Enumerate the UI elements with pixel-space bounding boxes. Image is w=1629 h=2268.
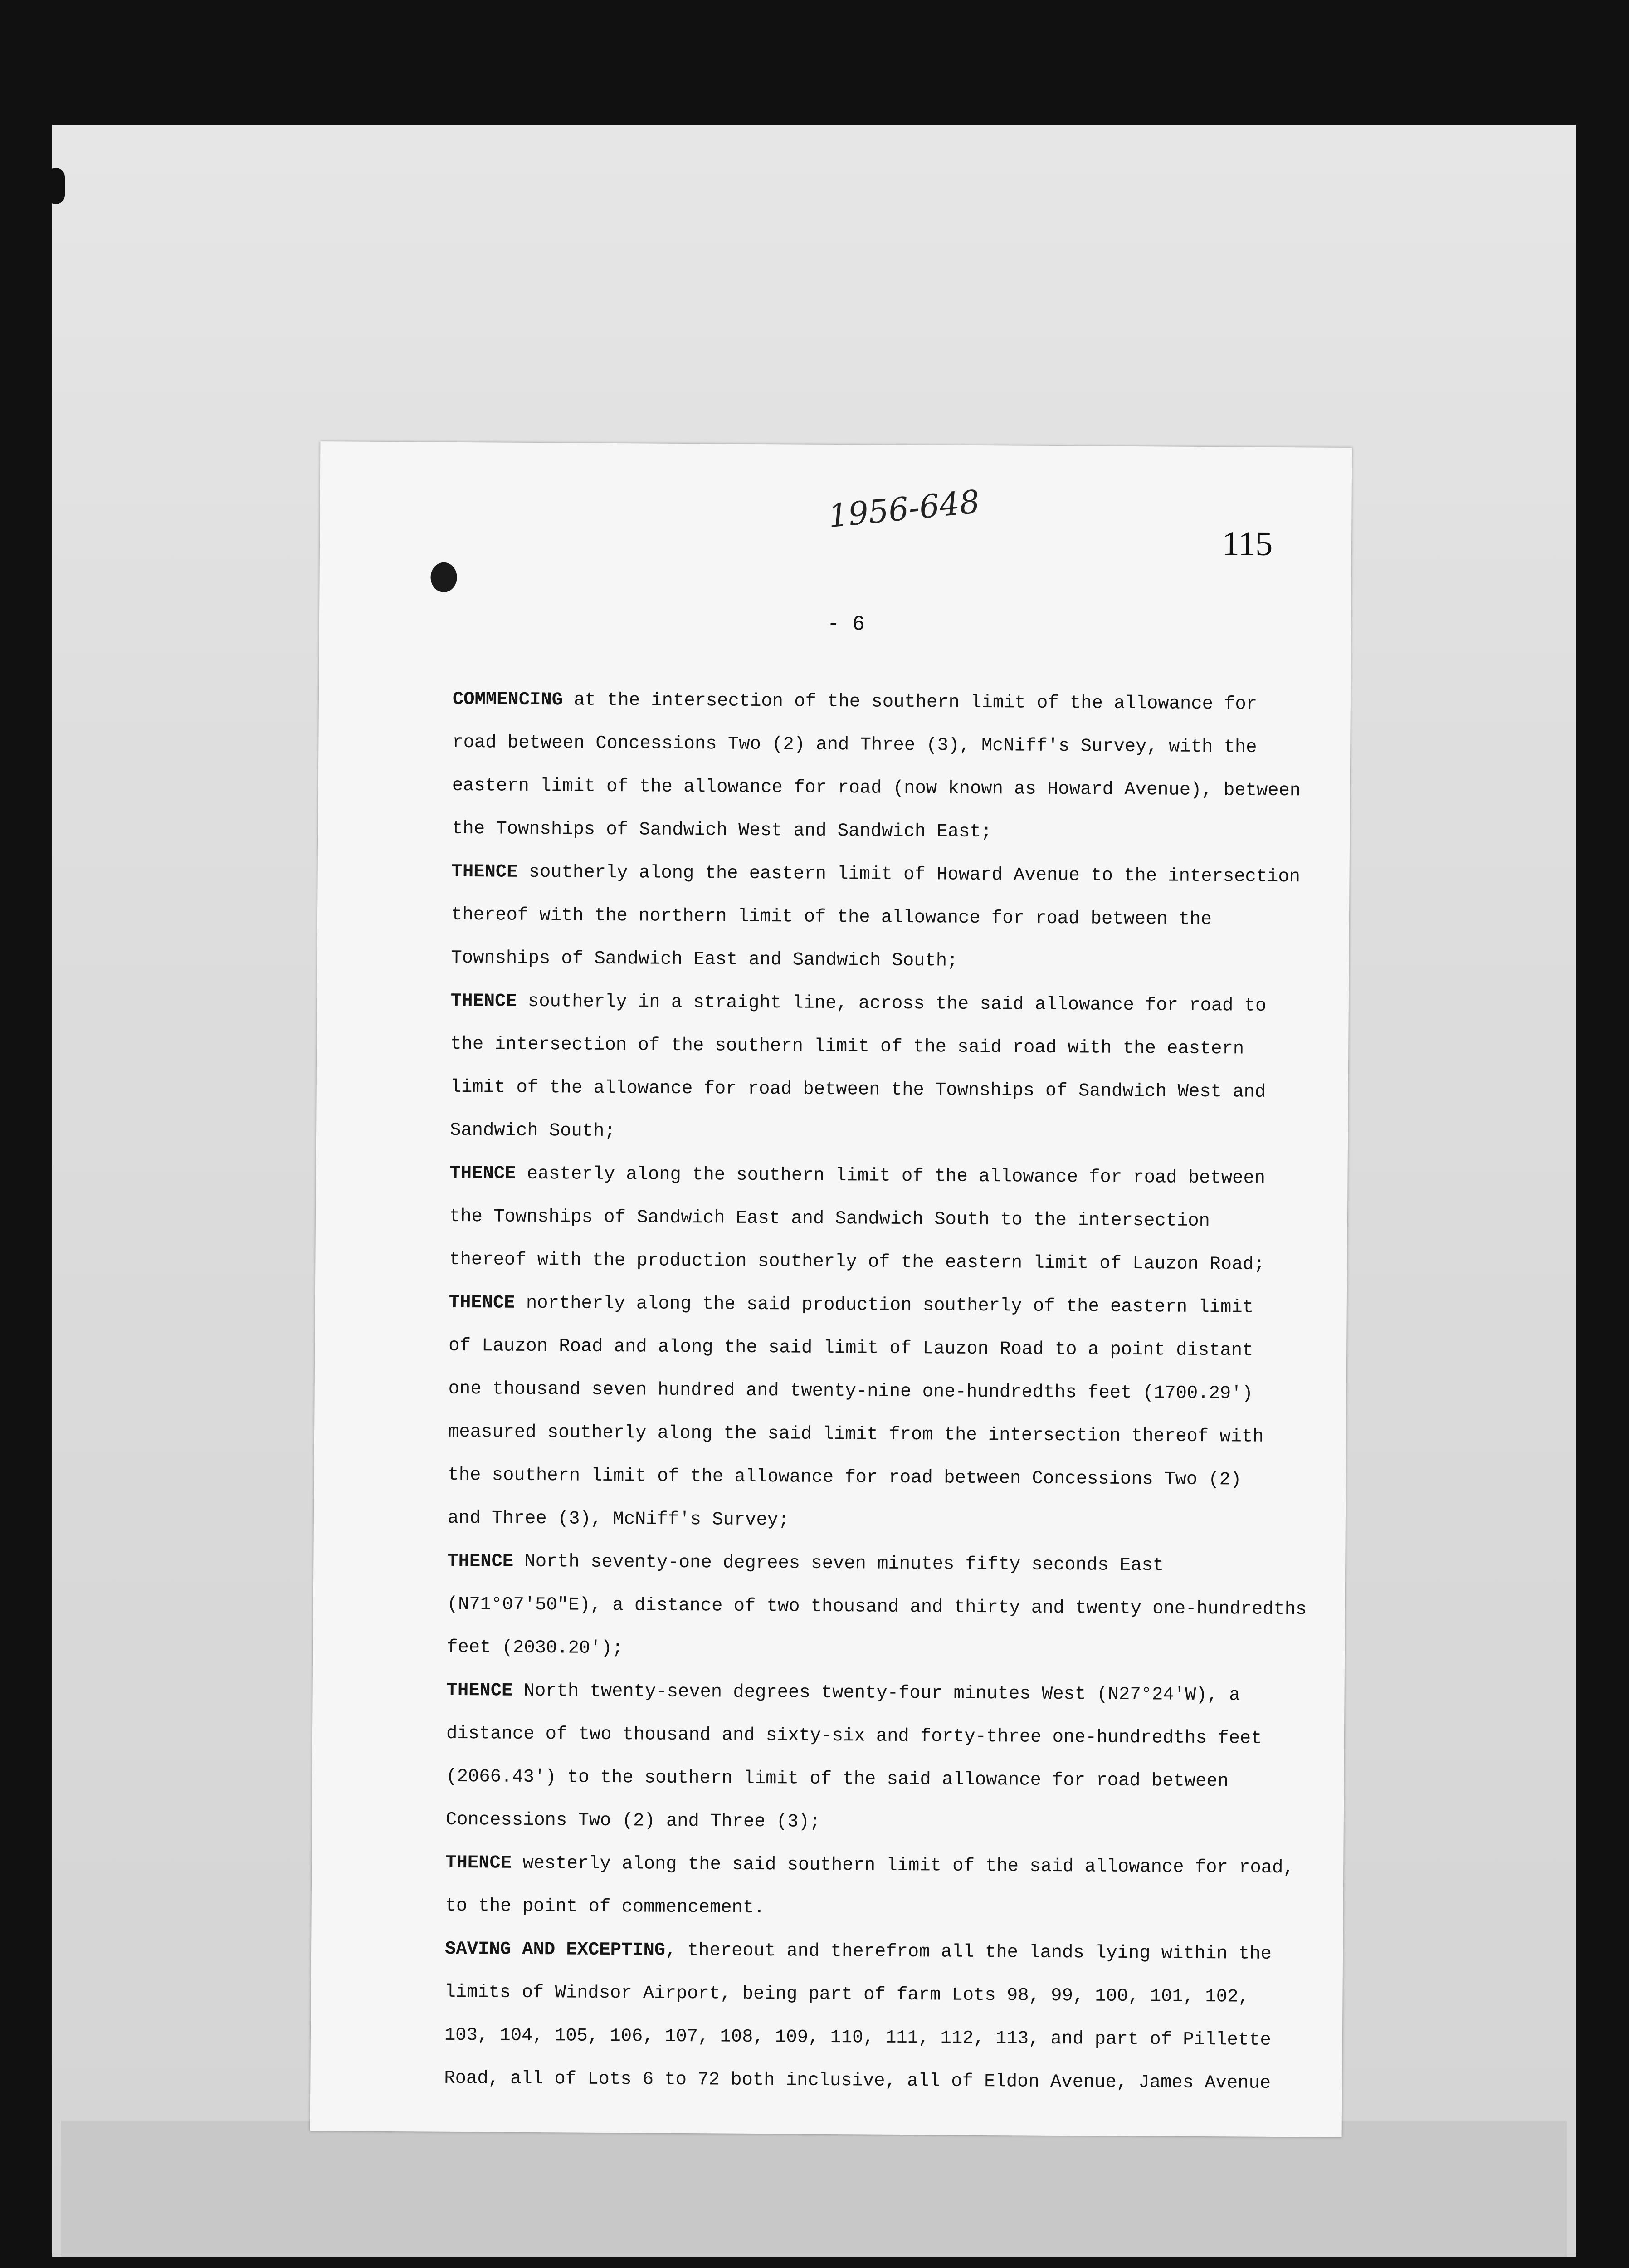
text-line — [446, 1799, 1335, 1847]
text-line — [449, 1325, 1338, 1373]
text-line — [444, 2057, 1333, 2106]
line-text: Road, all of Lots 6 to 72 both inclusive, all of Eldon Avenue, James Avenue — [444, 2068, 1271, 2094]
line-text: easterly along the southern limit of the allowance for road between — [516, 1163, 1266, 1189]
text-line — [449, 1281, 1338, 1330]
text-line — [451, 980, 1340, 1028]
clause-keyword: SAVING AND EXCEPTING — [444, 1938, 666, 1961]
line-text: thereof with the northern limit of the allowance for road between the — [451, 904, 1212, 930]
line-text: eastern limit of the allowance for road (now known as Howard Avenue), between — [452, 775, 1301, 802]
clause-keyword: THENCE — [446, 1680, 513, 1701]
line-text: limits of Windsor Airport, being part of farm Lots 98, 99, 100, 101, 102, — [444, 1981, 1249, 2008]
line-text: at the intersection of the southern limit of the allowance for — [562, 689, 1258, 715]
text-line — [448, 1497, 1337, 1545]
line-text: thereof with the production southerly of the eastern limit of Lauzon Road; — [449, 1249, 1265, 1275]
line-text: the Townships of Sandwich East and Sandwich South to the intersection — [449, 1206, 1210, 1232]
text-line — [449, 1238, 1338, 1287]
clause-keyword: COMMENCING — [452, 689, 563, 711]
text-line — [451, 937, 1340, 985]
text-line — [453, 678, 1342, 727]
text-line — [451, 850, 1341, 899]
line-text: 103, 104, 105, 106, 107, 108, 109, 110, 111, 112, 113, and part of Pillette — [444, 2024, 1271, 2051]
clause-keyword: THENCE — [450, 990, 517, 1012]
text-line — [447, 1583, 1336, 1632]
text-line — [444, 1971, 1334, 2019]
line-text: (N71°07'50"E), a distance of two thousand and thirty and twenty one-hundredths — [447, 1593, 1307, 1620]
text-line — [446, 1712, 1336, 1761]
line-text: measured southerly along the said limit from the intersection thereof with — [448, 1421, 1264, 1447]
text-line — [446, 1669, 1336, 1718]
text-line — [448, 1454, 1337, 1502]
line-text: the Townships of Sandwich West and Sandwich East; — [452, 818, 992, 843]
text-line — [452, 764, 1341, 813]
text-line — [449, 1152, 1339, 1201]
text-line — [452, 807, 1341, 856]
bottom-strip — [61, 2121, 1567, 2257]
text-line — [445, 1885, 1334, 1933]
body-text — [444, 678, 1341, 2106]
line-text: westerly along the said southern limit of the said allowance for road, — [511, 1853, 1294, 1879]
line-text: one thousand seven hundred and twenty-nine one-hundredths feet (1700.29') — [448, 1378, 1253, 1404]
line-text: feet (2030.20'); — [447, 1637, 624, 1659]
text-line — [445, 1928, 1334, 1976]
clause-keyword: THENCE — [449, 1292, 515, 1314]
page-number: - 6 — [827, 612, 865, 636]
text-line — [450, 1109, 1339, 1158]
handwritten-reference: 1956-648 — [826, 483, 982, 535]
clause-keyword: THENCE — [451, 861, 518, 883]
text-line — [450, 1023, 1340, 1071]
text-line — [444, 2014, 1334, 2063]
folio-number: 115 — [1222, 524, 1273, 563]
line-text: Sandwich South; — [449, 1119, 615, 1142]
line-text: North twenty-seven degrees twenty-four minutes West (N27°24'W), a — [512, 1680, 1240, 1706]
line-text: southerly in a straight line, across the said allowance for road to — [517, 991, 1267, 1017]
text-line — [448, 1411, 1337, 1459]
clause-keyword: THENCE — [445, 1852, 512, 1874]
text-line — [447, 1626, 1336, 1675]
line-text: Townships of Sandwich East and Sandwich South; — [451, 947, 958, 972]
line-text: Concessions Two (2) and Three (3); — [445, 1809, 821, 1833]
clause-keyword: THENCE — [447, 1550, 514, 1572]
line-text: of Lauzon Road and along the said limit of Lauzon Road to a point distant — [449, 1335, 1253, 1361]
clause-keyword: THENCE — [449, 1163, 516, 1184]
line-text: northerly along the said production southerly of the eastern limit — [515, 1292, 1254, 1318]
line-text: distance of two thousand and sixty-six and forty-three one-hundredths feet — [446, 1723, 1262, 1749]
punch-hole — [430, 562, 457, 592]
line-text: road between Concessions Two (2) and Three (3), McNiff's Survey, with the — [452, 732, 1257, 758]
line-text: North seventy-one degrees seven minutes fifty seconds East — [513, 1551, 1164, 1576]
line-text: the intersection of the southern limit of the said road with the eastern — [450, 1033, 1244, 1060]
text-line — [446, 1755, 1335, 1804]
line-text: the southern limit of the allowance for road between Concessions Two (2) — [448, 1464, 1242, 1491]
text-line — [447, 1540, 1336, 1589]
text-line — [450, 1066, 1339, 1114]
text-line — [451, 894, 1341, 942]
text-line — [449, 1195, 1339, 1244]
line-text: limit of the allowance for road between the Townships of Sandwich West and — [450, 1076, 1266, 1103]
text-line — [448, 1368, 1337, 1416]
line-text: southerly along the eastern limit of Howard Avenue to the intersection — [517, 861, 1301, 888]
document-page — [310, 441, 1352, 2137]
text-line — [452, 721, 1341, 770]
line-text: , thereout and therefrom all the lands lying within the — [665, 1940, 1272, 1965]
line-text: to the point of commencement. — [445, 1895, 765, 1919]
binder-hole — [47, 168, 65, 204]
line-text: and Three (3), McNiff's Survey; — [447, 1507, 790, 1531]
text-line — [445, 1842, 1335, 1890]
line-text: (2066.43') to the southern limit of the said allowance for road between — [446, 1766, 1229, 1792]
